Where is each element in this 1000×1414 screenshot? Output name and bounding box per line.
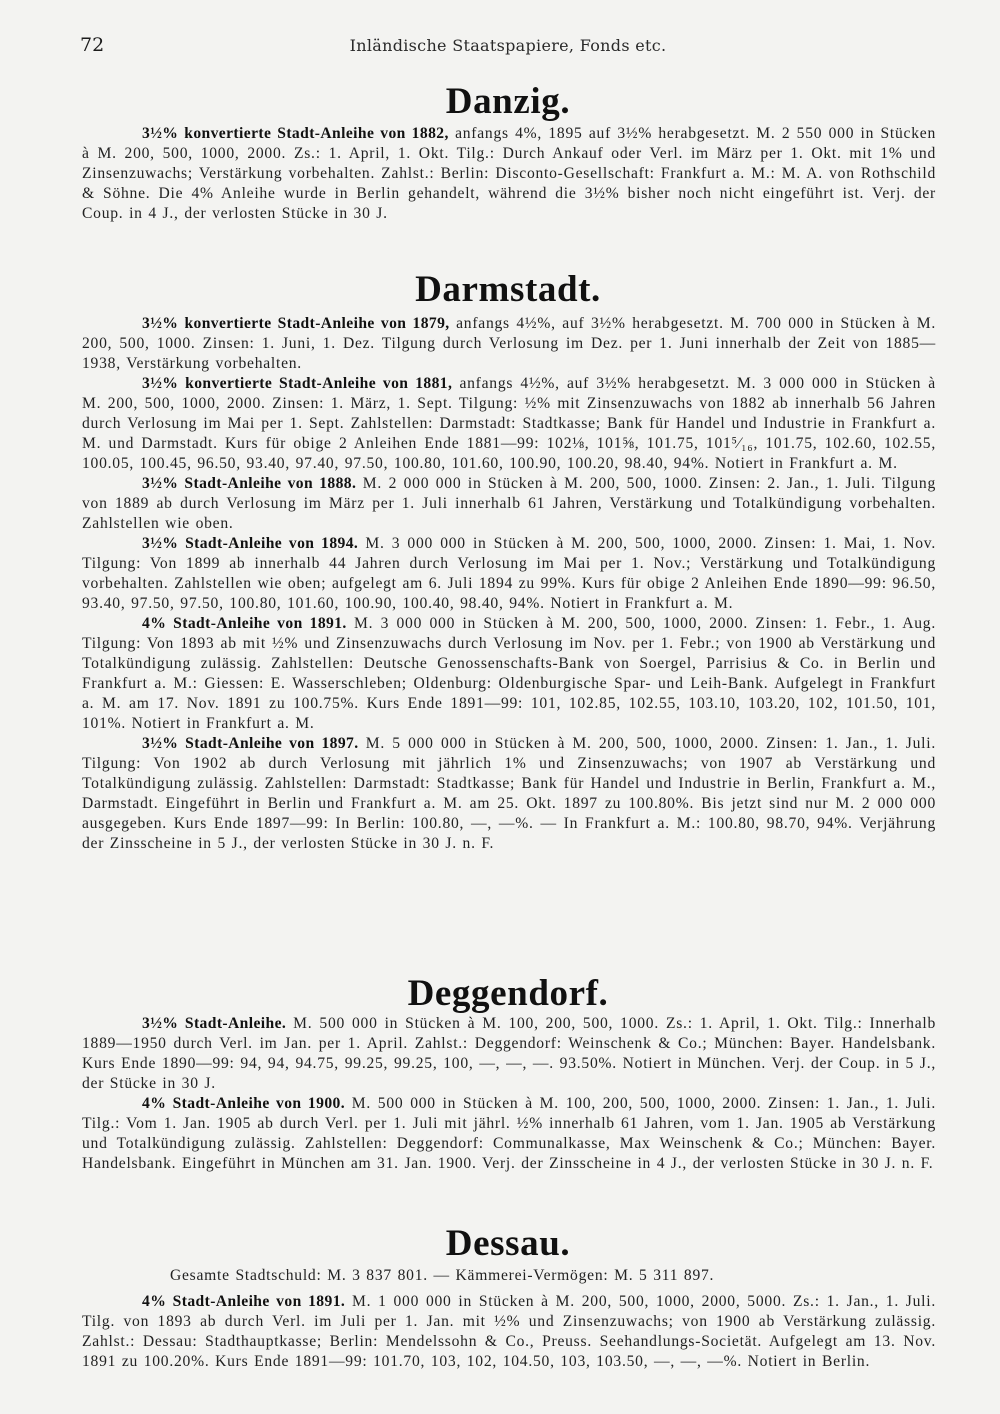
entry-paragraph: [82, 314, 936, 374]
section-danzig: [82, 124, 936, 224]
entry-paragraph: [82, 1292, 936, 1372]
entry-lead: 4% Stadt-Anleihe von 1900.: [142, 1095, 346, 1112]
entry-lead: 4% Stadt-Anleihe von 1891.: [142, 1293, 346, 1310]
entry-lead: 3½% konvertierte Stadt-Anleihe von 1882,: [142, 125, 449, 142]
entry-lead: 4% Stadt-Anleihe von 1891.: [142, 615, 347, 632]
entry-paragraph: [82, 534, 936, 614]
entry-body: anfangs 4½%, auf 3½% herabgesetzt. M. 700 000 in Stücken à M. 200, 500, 1000. Zinsen: 1. Juni, 1. Dez. Tilgung durch Verlosung im Dez. per 1. Juni innerhalb der Zeit von 1885—1938, Verstärkung vorbehalten.: [82, 315, 936, 372]
entry-lead: 3½% konvertierte Stadt-Anleihe von 1879,: [142, 315, 450, 332]
entry-body: M. 3 000 000 in Stücken à M. 200, 500, 1000, 2000. Zinsen: 1. Mai, 1. Nov. Tilgung: Von 1899 ab innerhalb 44 Jahren durch Verlosung im Mai per 1. Nov.; Verstärkung und Totalkündigung vorbehalten. Zahlstellen wie oben; aufgelegt am 6. Juli 1894 zu 99%. Kurs für obige 2 Anleihen Ende 1890—99: 96.50, 93.40, 97.50, 97.50, 100.80, 101.60, 100.90, 100.40, 98.40, 94%. Notiert in Frankfurt a. M.: [82, 535, 936, 612]
dessau-summary: Gesamte Stadtschuld: M. 3 837 801. — Kämmerei-Vermögen: M. 5 311 897.: [170, 1267, 715, 1284]
section-darmstadt: [82, 314, 936, 854]
heading-dessau: Dessau.: [445, 1223, 571, 1264]
entry-body: M. 500 000 in Stücken à M. 100, 200, 500, 1000. Zs.: 1. April, 1. Okt. Tilg.: Innerhalb 1889—1950 durch Verl. im Jan. per 1. April. Zahlst.: Deggendorf: Weinschenk & Co.; München: Bayer. Handelsbank. Kurs Ende 1890—99: 94, 94, 94.75, 99.25, 99.25, 100, —, —, —. 93.50%. Notiert in München. Verj. der Coup. in 5 J., der Stücke in 30 J.: [82, 1015, 936, 1092]
entry-lead: 3½% Stadt-Anleihe von 1894.: [142, 535, 359, 552]
entry-paragraph: [82, 1094, 936, 1174]
entry-paragraph: [82, 374, 936, 474]
heading-deggendorf: Deggendorf.: [407, 973, 609, 1014]
page-header: [80, 34, 936, 60]
heading-darmstadt: Darmstadt.: [415, 269, 601, 310]
entry-paragraph: [82, 1014, 936, 1094]
entry-body: M. 1 000 000 in Stücken à M. 200, 500, 1000, 2000, 5000. Zs.: 1. Jan., 1. Juli. Tilg. von 1893 ab durch Verl. im Juli per 1. Jan. mit ½% und Zinsenzuwachs; von 1900 ab Verstärkung zulässig. Zahlst.: Dessau: Stadthauptkasse; Berlin: Mendelssohn & Co., Preuss. Seehandlungs-Societät. Aufgelegt am 13. Nov. 1891 zu 100.20%. Kurs Ende 1891—99: 101.70, 103, 102, 104.50, 103, 103.50, —, —, —%. Notiert in Berlin.: [82, 1293, 936, 1370]
entry-lead: 3½% konvertierte Stadt-Anleihe von 1881,: [142, 375, 453, 392]
entry-lead: 3½% Stadt-Anleihe.: [142, 1015, 287, 1032]
entry-body: M. 3 000 000 in Stücken à M. 200, 500, 1000, 2000. Zinsen: 1. Febr., 1. Aug. Tilgung: Von 1893 ab mit ½% und Zinsenzuwachs durch Verlosung im Nov. per 1. Febr.; von 1900 ab Verstärkung und Totalkündigung zulässig. Zahlstellen: Deutsche Genossenschafts-Bank von Soergel, Parrisius & Co. in Berlin und Frankfurt a. M.: Giessen: E. Wasserschleben; Oldenburg: Oldenburgische Spar- und Leih-Bank. Aufgelegt in Frankfurt a. M. am 17. Nov. 1891 zu 100.75%. Kurs Ende 1891—99: 101, 102.85, 102.55, 103.10, 103.20, 102, 101.50, 101, 101%. Notiert in Frankfurt a. M.: [82, 615, 936, 732]
entry-body: M. 5 000 000 in Stücken à M. 200, 500, 1000, 2000. Zinsen: 1. Jan., 1. Juli. Tilgung: Von 1902 ab durch Verlosung mit jährlich 1% und Zinsenzuwachs; von 1907 ab Verstärkung und Totalkündigung zulässig. Zahlstellen: Darmstadt: Stadtkasse; Bank für Handel und Industrie in Berlin, Frankfurt a. M., Darmstadt. Eingeführt in Berlin und Frankfurt a. M. am 25. Okt. 1897 zu 100.80%. Bis jetzt sind nur M. 2 000 000 ausgegeben. Kurs Ende 1897—99: In Berlin: 100.80, —, —%. — In Frankfurt a. M.: 100.80, 98.70, 94%. Verjährung der Zinsscheine in 5 J., der verlosten Stücke in 30 J. n. F.: [82, 735, 936, 852]
running-title: Inländische Staatspapiere, Fonds etc.: [349, 36, 667, 55]
entry-lead: 3½% Stadt-Anleihe von 1897.: [142, 735, 359, 752]
entry-body: anfangs 4½%, auf 3½% herabgesetzt. M. 3 000 000 in Stücken à M. 200, 500, 1000, 2000. Zinsen: 1. März, 1. Sept. Tilgung: ½% mit Zinsenzuwachs von 1882 ab innerhalb 56 Jahren durch Verlosung im Mai per 1. Sept. Zahlstellen: Darmstadt: Stadtkasse; Bank für Handel und Industrie in Frankfurt a. M. und Darmstadt. Kurs für obige 2 Anleihen Ende 1881—99: 102⅛, 101⅝, 101.75, 101⁵⁄₁₆, 101.75, 102.60, 102.55, 100.05, 100.45, 96.50, 93.40, 97.40, 97.50, 100.80, 101.60, 100.90, 100.20, 98.40, 94%. Notiert in Frankfurt a. M.: [82, 375, 936, 472]
entry-paragraph: [82, 734, 936, 854]
entry-paragraph: [82, 124, 936, 224]
section-dessau: [82, 1266, 936, 1372]
page-number: 72: [80, 34, 105, 56]
entry-paragraph: [82, 614, 936, 734]
entry-paragraph: [82, 474, 936, 534]
heading-danzig: Danzig.: [445, 81, 571, 122]
section-deggendorf: [82, 1014, 936, 1174]
entry-lead: 3½% Stadt-Anleihe von 1888.: [142, 475, 357, 492]
entry-body: M. 500 000 in Stücken à M. 100, 200, 500, 1000, 2000. Zinsen: 1. Jan., 1. Juli. Tilg.: Vom 1. Jan. 1905 ab durch Verl. per 1. Juli mit jährl. ½% innerhalb 61 Jahren, vom 1. Jan. 1905 ab Verstärkung und Totalkündigung zulässig. Zahlstellen: Deggendorf: Communalkasse, Max Weinschenk & Co.; München: Bayer. Handelsbank. Eingeführt in München am 31. Jan. 1900. Verj. der Zinsscheine in 4 J., der verlosten Stücke in 30 J. n. F.: [82, 1095, 936, 1172]
entry-body: anfangs 4%, 1895 auf 3½% herabgesetzt. M. 2 550 000 in Stücken à M. 200, 500, 1000, 2000. Zs.: 1. April, 1. Okt. Tilg.: Durch Ankauf oder Verl. im März per 1. Okt. mit 1% und Zinsenzuwachs; Verstärkung vorbehalten. Zahlst.: Berlin: Disconto-Gesellschaft: Frankfurt a. M.: M. A. von Rothschild & Söhne. Die 4% Anleihe wurde in Berlin gehandelt, während die 3½% bisher noch nicht eingeführt ist. Verj. der Coup. in 4 J., der verlosten Stücke in 30 J.: [82, 125, 936, 222]
entry-body: M. 2 000 000 in Stücken à M. 200, 500, 1000. Zinsen: 2. Jan., 1. Juli. Tilgung von 1889 ab durch Verlosung im März per 1. Juli innerhalb 61 Jahren, Verstärkung und Totalkündigung vorbehalten. Zahlstellen wie oben.: [82, 475, 936, 532]
